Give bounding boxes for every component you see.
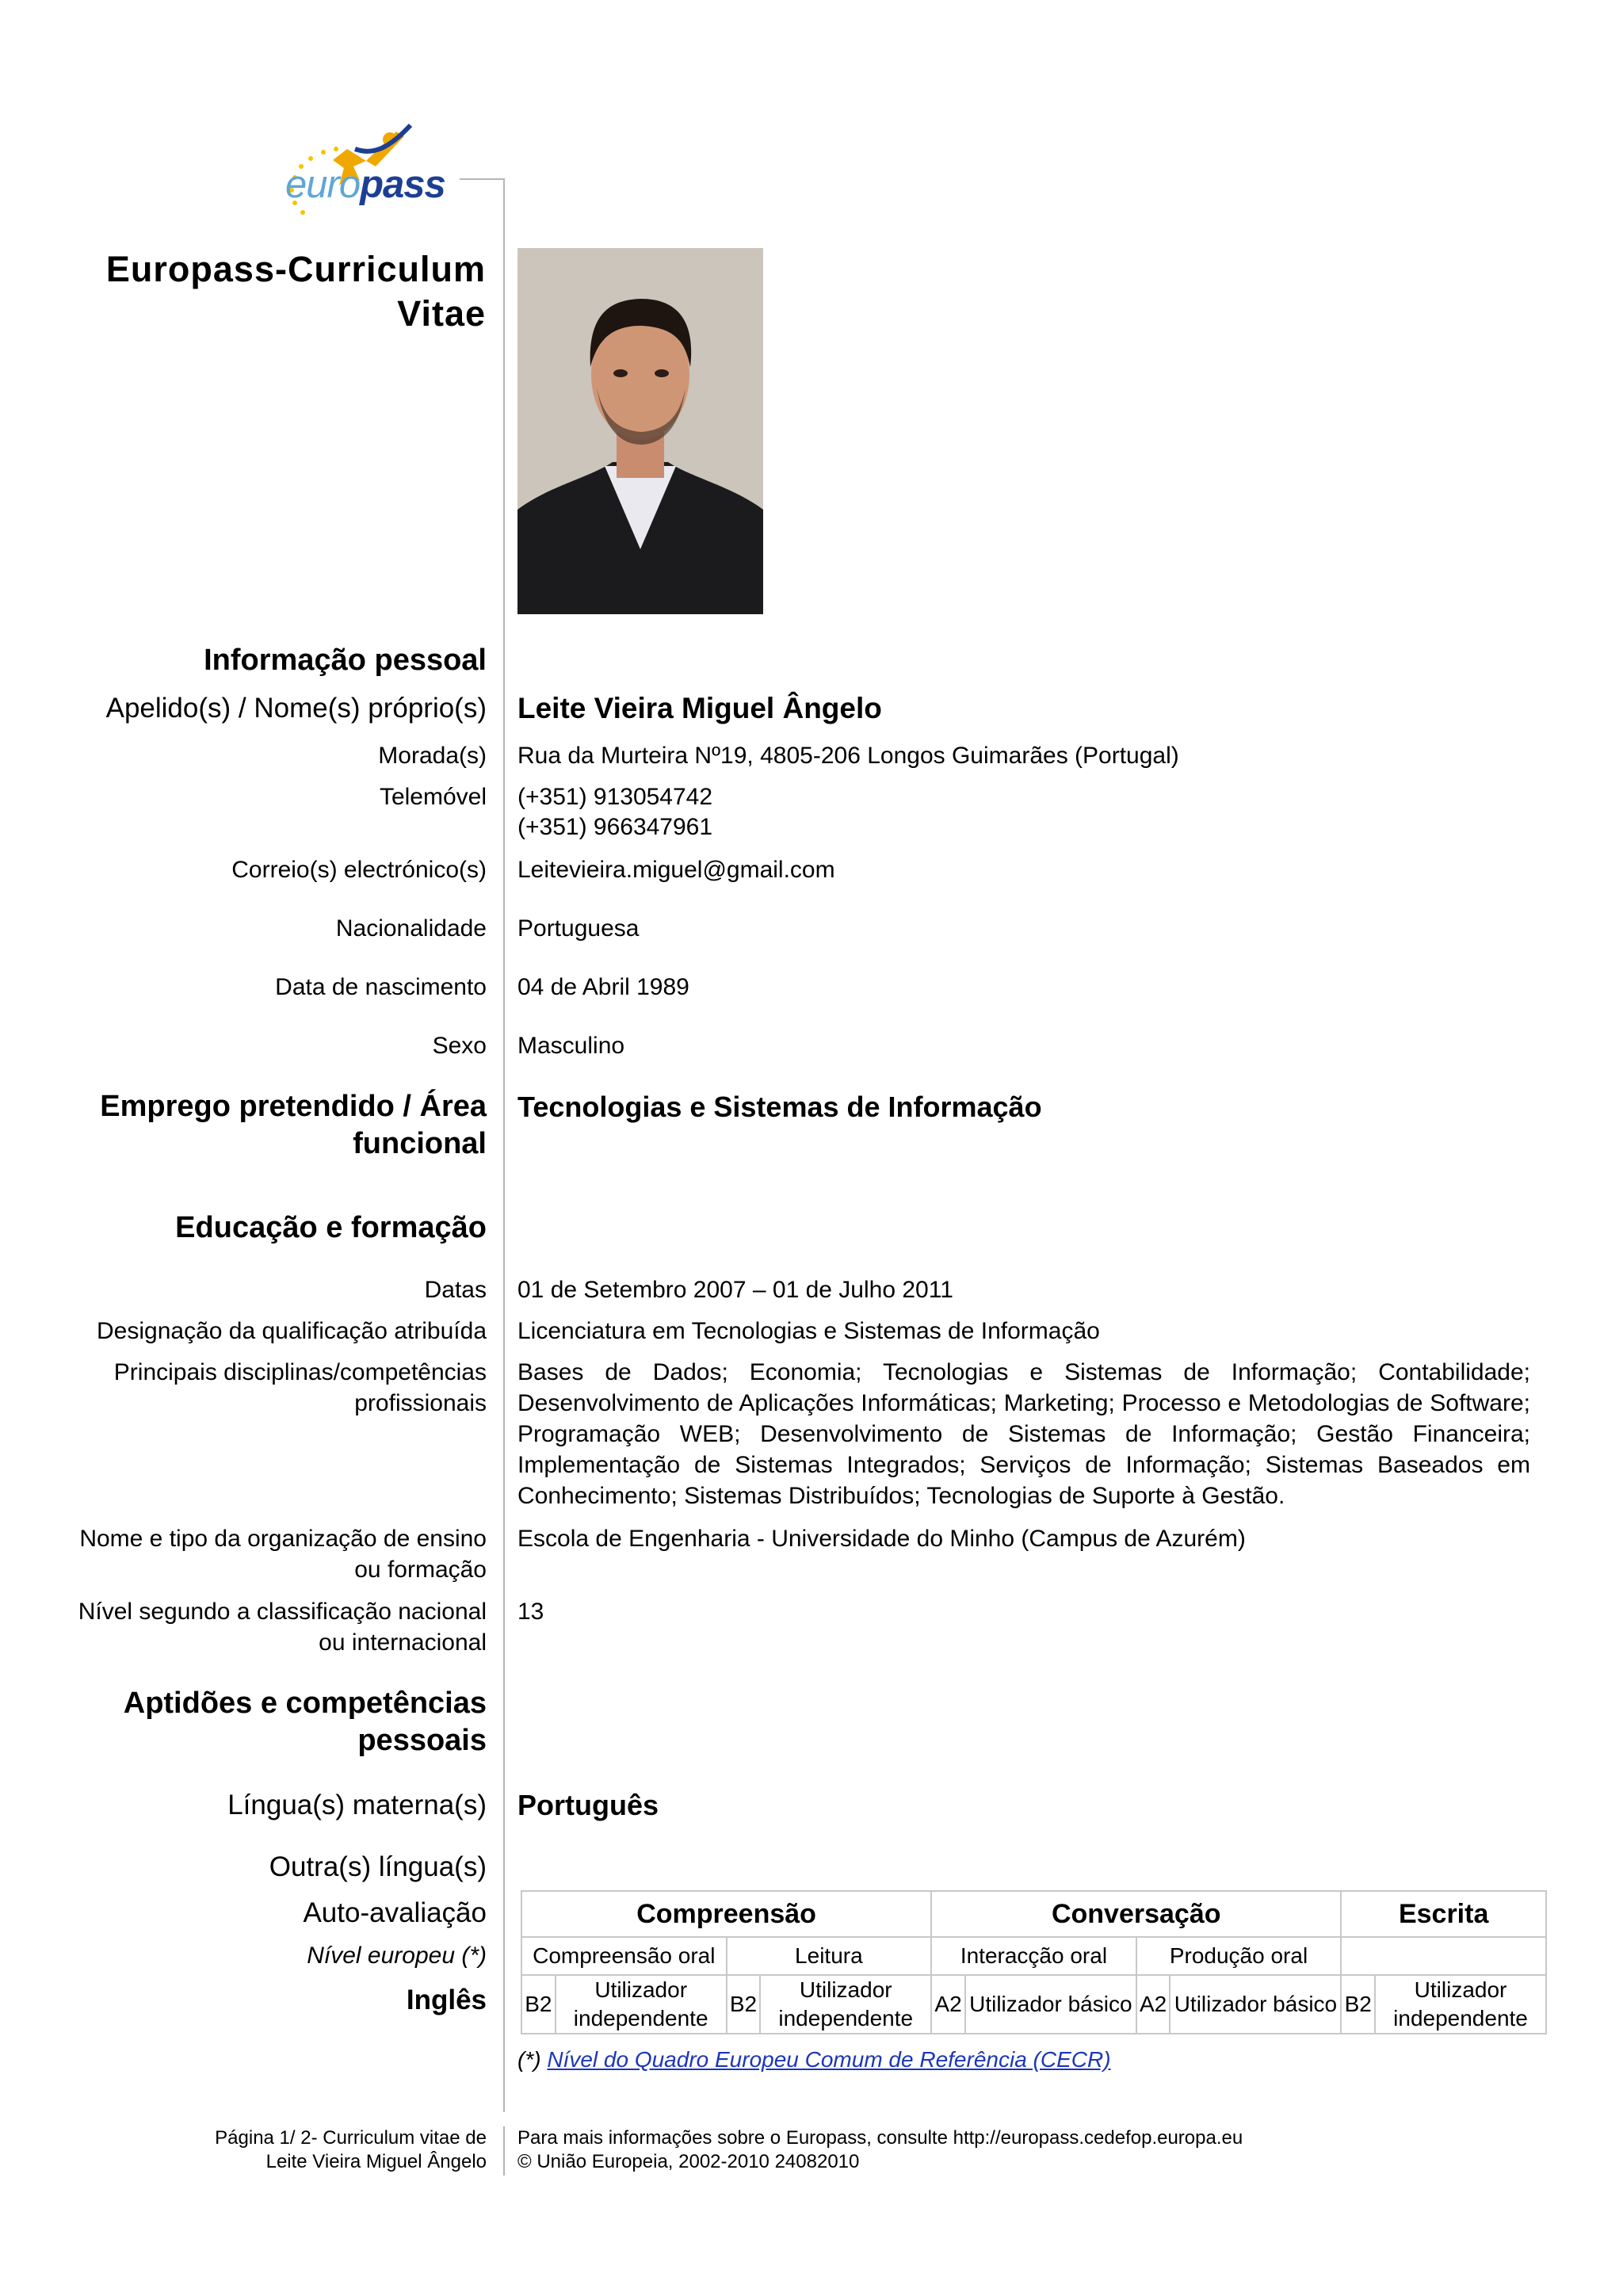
- header-conversation: Conversação: [931, 1891, 1341, 1937]
- qualification-value: Licenciatura em Tecnologias e Sistemas de Informação: [517, 1318, 1100, 1344]
- sub-header-empty: [1341, 1937, 1546, 1975]
- level-label: Nível segundo a classificação nacional ou internacional: [78, 1599, 487, 1656]
- profile-photo: [517, 248, 763, 614]
- level-description: Utilizador independente: [760, 1975, 931, 2034]
- sex-value: Masculino: [517, 1033, 625, 1059]
- dates-value: 01 de Setembro 2007 – 01 de Julho 2011: [517, 1277, 953, 1303]
- section-heading-education: Educação e formação: [175, 1211, 487, 1244]
- subjects-value: Bases de Dados; Economia; Tecnologias e Sistemas de Informação; Contabilidade; Desenvolvimento de Aplicações Informáticas; Marketing; Processo e Metodologias de Software; Programação WEB; Desenvolvimento de Sistemas de Informação; Gestão Financeira; Implementação de Sistemas Integrados; Serviços de Informação; Sistemas Baseados em Conhecimento; Sistemas Distribuídos; Tecnologias de Suporte à Gestão.: [517, 1359, 1530, 1509]
- level-description: Utilizador básico: [1170, 1975, 1341, 2034]
- table-row: [521, 1975, 1546, 2034]
- full-name: Leite Vieira Miguel Ângelo: [517, 692, 882, 724]
- qualification-label: Designação da qualificação atribuída: [97, 1318, 487, 1344]
- subjects-label: Principais disciplinas/competências profissionais: [113, 1359, 487, 1416]
- level-description: Utilizador independente: [1375, 1975, 1546, 2034]
- language-name: Inglês: [406, 1985, 487, 2015]
- european-level-label: Nível europeu (*): [307, 1943, 487, 1969]
- organisation-value: Escola de Engenharia - Universidade do Minho (Campus de Azurém): [517, 1526, 1246, 1552]
- mobile-value-1: (+351) 913054742: [517, 784, 713, 810]
- section-heading-personal: Informação pessoal: [204, 644, 487, 677]
- sub-header-listening: Compreensão oral: [521, 1937, 727, 1975]
- level-code: B2: [727, 1975, 761, 2034]
- footer-right: Para mais informações sobre o Europass, consulte http://europass.cedefop.europa.eu © União Europeia, 2002-2010 24082010: [517, 2127, 1243, 2172]
- email-value: Leitevieira.miguel@gmail.com: [517, 857, 835, 883]
- level-code: B2: [1341, 1975, 1375, 2034]
- mother-tongue-value: Português: [517, 1789, 659, 1821]
- level-code: B2: [521, 1975, 556, 2034]
- address-label: Morada(s): [378, 743, 487, 769]
- europass-logo-text: europass: [285, 163, 445, 206]
- job-value: Tecnologias e Sistemas de Informação: [517, 1091, 1042, 1123]
- dates-label: Datas: [424, 1277, 487, 1303]
- language-skills-table: [521, 1890, 1547, 2034]
- header-writing: Escrita: [1341, 1891, 1546, 1937]
- name-label: Apelido(s) / Nome(s) próprio(s): [105, 693, 487, 724]
- column-divider: [503, 178, 505, 2112]
- birth-value: 04 de Abril 1989: [517, 974, 689, 1000]
- table-row: [521, 1891, 1546, 1937]
- organisation-label: Nome e tipo da organização de ensino ou formação: [79, 1526, 487, 1583]
- nationality-label: Nacionalidade: [335, 915, 487, 942]
- sex-label: Sexo: [432, 1033, 487, 1059]
- mobile-value-2: (+351) 966347961: [517, 814, 713, 840]
- email-label: Correio(s) electrónico(s): [231, 857, 487, 883]
- footer-left: Página 1/ 2- Curriculum vitae de Leite Vieira Miguel Ângelo: [215, 2127, 487, 2172]
- level-code: A2: [1136, 1975, 1170, 2034]
- level-value: 13: [517, 1599, 544, 1625]
- sub-header-interaction: Interacção oral: [931, 1937, 1136, 1975]
- footer-divider: [503, 2126, 505, 2176]
- job-label: Emprego pretendido / Área funcional: [100, 1090, 487, 1160]
- section-heading-skills: Aptidões e competências pessoais: [123, 1687, 487, 1757]
- mother-tongue-label: Língua(s) materna(s): [227, 1790, 487, 1820]
- cecr-note: [517, 2047, 1111, 2073]
- level-description: Utilizador básico: [965, 1975, 1136, 2034]
- table-row: [521, 1937, 1546, 1975]
- sub-header-production: Produção oral: [1136, 1937, 1342, 1975]
- sub-header-reading: Leitura: [727, 1937, 932, 1975]
- birth-label: Data de nascimento: [275, 974, 487, 1000]
- cv-title: Europass-Curriculum Vitae: [105, 249, 486, 334]
- top-divider: [460, 178, 504, 180]
- self-assessment-label: Auto-avaliação: [303, 1897, 487, 1928]
- address-value: Rua da Murteira Nº19, 4805-206 Longos Guimarães (Portugal): [517, 743, 1179, 769]
- note-prefix: (*): [517, 2047, 541, 2072]
- mobile-label: Telemóvel: [379, 784, 487, 810]
- cecr-link[interactable]: Nível do Quadro Europeu Comum de Referência (CECR): [547, 2047, 1111, 2072]
- other-languages-label: Outra(s) língua(s): [269, 1851, 487, 1882]
- nationality-value: Portuguesa: [517, 915, 640, 942]
- level-code: A2: [931, 1975, 965, 2034]
- header-comprehension: Compreensão: [521, 1891, 931, 1937]
- level-description: Utilizador independente: [556, 1975, 727, 2034]
